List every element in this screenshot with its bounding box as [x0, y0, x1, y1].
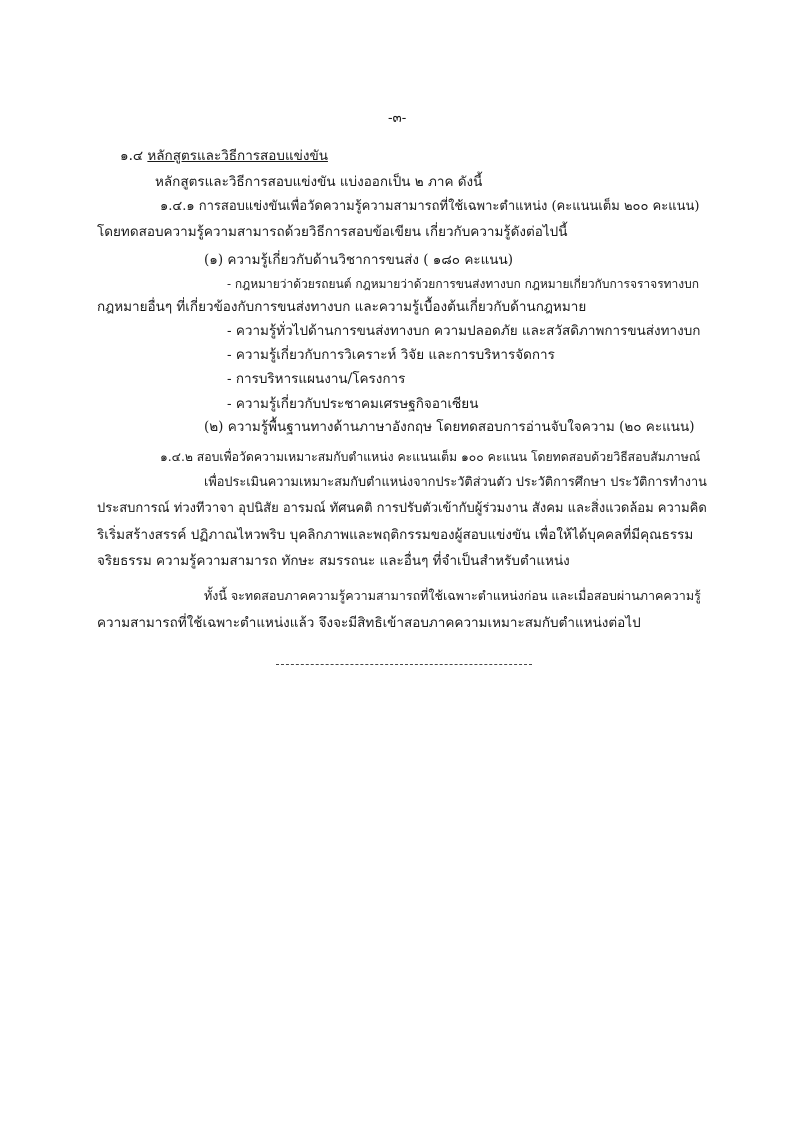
- section-title: หลักสูตรและวิธีการสอบแข่งขัน: [147, 148, 328, 164]
- part2-line1: ๑.๔.๒ สอบเพื่อวัดความเหมาะสมกับตำแหน่ง คะแนนเต็ม ๑๐๐ คะแนน โดยทดสอบด้วยวิธีสอบสัมภาษณ์: [160, 450, 701, 464]
- closing-line2: ความสามารถที่ใช้เฉพาะตำแหน่งแล้ว จึงจะมีสิทธิเข้าสอบภาคความเหมาะสมกับตำแหน่งต่อไป: [97, 615, 641, 631]
- list-item: - การบริหารแผนงาน/โครงการ: [227, 371, 406, 387]
- list-item: - ความรู้ทั่วไปด้านการขนส่งทางบก ความปลอดภัย และสวัสดิภาพการขนส่งทางบก: [227, 323, 701, 339]
- list-item-continuation: กฎหมายอื่นๆ ที่เกี่ยวข้องกับการขนส่งทางบก และความรู้เบื้องต้นเกี่ยวกับด้านกฎหมาย: [97, 299, 587, 315]
- page-number: -๓-: [388, 110, 407, 126]
- part1-heading-line2: โดยทดสอบความรู้ความสามารถด้วยวิธีการสอบข้อเขียน เกี่ยวกับความรู้ดังต่อไปนี้: [97, 224, 568, 240]
- list-item: - ความรู้เกี่ยวกับประชาคมเศรษฐกิจอาเซียน: [227, 396, 479, 412]
- part2-line4: ริเริ่มสร้างสรรค์ ปฏิภาณไหวพริบ บุคลิกภาพและพฤติกรรมของผู้สอบแข่งขัน เพื่อให้ได้บุคคลที่มีคุณธรรม: [97, 527, 694, 543]
- section-intro: หลักสูตรและวิธีการสอบแข่งขัน แบ่งออกเป็น ๒ ภาค ดังนี้: [155, 174, 483, 190]
- section-number: ๑.๔: [120, 148, 144, 164]
- part2-line3: ประสบการณ์ ท่วงทีวาจา อุปนิสัย อารมณ์ ทัศนคติ การปรับตัวเข้ากับผู้ร่วมงาน สังคม และสิ่งแวดล้อม ความคิด: [97, 501, 707, 516]
- section-heading: [120, 146, 328, 166]
- part1-heading-line1: ๑.๔.๑ การสอบแข่งขันเพื่อวัดความรู้ความสามารถที่ใช้เฉพาะตำแหน่ง (คะแนนเต็ม ๒๐๐ คะแนน): [160, 199, 700, 214]
- end-divider: [276, 664, 532, 665]
- part1-subtopic-2: (๒) ความรู้พื้นฐานทางด้านภาษาอังกฤษ โดยทดสอบการอ่านจับใจความ (๒๐ คะแนน): [204, 419, 695, 435]
- closing-line1: ทั้งนี้ จะทดสอบภาคความรู้ความสามารถที่ใช้เฉพาะตำแหน่งก่อน และเมื่อสอบผ่านภาคความรู้: [204, 588, 701, 603]
- list-item: - กฎหมายว่าด้วยรถยนต์ กฎหมายว่าด้วยการขนส่งทางบก กฎหมายเกี่ยวกับการจราจรทางบก: [227, 277, 700, 291]
- part2-line2: เพื่อประเมินความเหมาะสมกับตำแหน่งจากประวัติส่วนตัว ประวัติการศึกษา ประวัติการทำงาน: [204, 475, 707, 490]
- part2-line5: จริยธรรม ความรู้ความสามารถ ทักษะ สมรรถนะ และอื่นๆ ที่จำเป็นสำหรับตำแหน่ง: [97, 553, 570, 569]
- list-item: - ความรู้เกี่ยวกับการวิเคราะห์ วิจัย และการบริหารจัดการ: [227, 347, 555, 363]
- part1-subtopic-1: (๑) ความรู้เกี่ยวกับด้านวิชาการขนส่ง ( ๑๘๐ คะแนน): [204, 252, 514, 268]
